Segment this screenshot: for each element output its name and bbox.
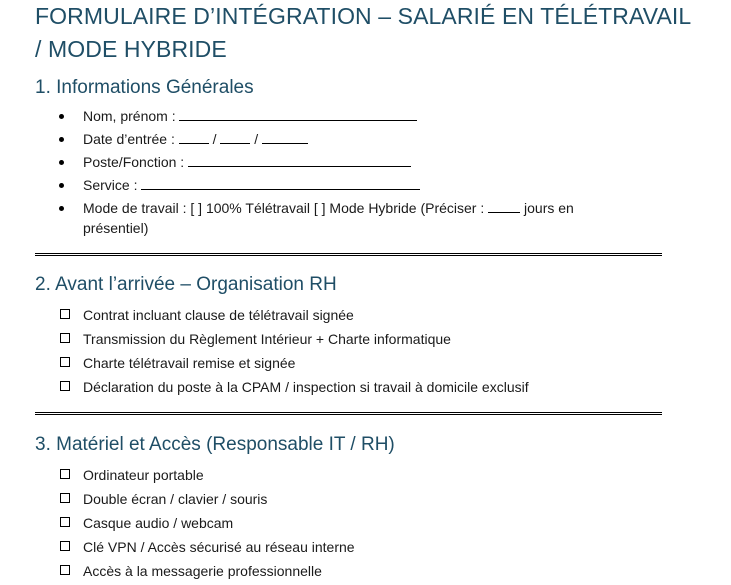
date-separator: /: [212, 131, 217, 147]
checkbox-icon[interactable]: [60, 541, 70, 551]
section-heading-general-info: 1. Informations Générales: [35, 77, 254, 98]
checklist-item-label: Clé VPN / Accès sécurisé au réseau interne: [83, 539, 355, 555]
checkbox-icon[interactable]: [60, 381, 70, 391]
bullet-icon: [59, 206, 64, 211]
bullet-icon: [59, 137, 64, 142]
checklist-item-label: Transmission du Règlement Intérieur + Charte informatique: [83, 331, 451, 347]
checklist-item-label: Accès à la messagerie professionnelle: [83, 563, 322, 579]
bullet-icon: [59, 114, 64, 119]
bullet-icon: [59, 183, 64, 188]
section-heading-hr-organization: 2. Avant l’arrivée – Organisation RH: [35, 274, 337, 295]
checkbox-icon[interactable]: [60, 309, 70, 319]
checklist-item-label: Contrat incluant clause de télétravail signée: [83, 307, 354, 323]
section-divider: [35, 253, 662, 256]
name-field[interactable]: [179, 106, 417, 121]
checkbox-icon[interactable]: [60, 517, 70, 527]
work-mode-suffix: jours en présentiel): [83, 200, 574, 236]
checkbox-icon[interactable]: [60, 493, 70, 503]
section-heading-equipment-access: 3. Matériel et Accès (Responsable IT / RH): [35, 434, 395, 455]
field-label-name: Nom, prénom :: [83, 108, 176, 124]
date-separator: /: [254, 131, 259, 147]
document-title: FORMULAIRE D’INTÉGRATION – SALARIÉ EN TÉLÉTRAVAIL / MODE HYBRIDE: [35, 3, 691, 62]
onsite-days-field[interactable]: [488, 198, 520, 213]
checkbox-icon[interactable]: [60, 469, 70, 479]
field-label-position: Poste/Fonction :: [83, 154, 185, 170]
position-field[interactable]: [188, 152, 411, 167]
field-label-start-date: Date d’entrée :: [83, 131, 175, 147]
checklist-item-label: Déclaration du poste à la CPAM / inspection si travail à domicile exclusif: [83, 379, 529, 395]
checkbox-icon[interactable]: [60, 357, 70, 367]
service-field[interactable]: [141, 175, 420, 190]
field-label-service: Service :: [83, 177, 138, 193]
start-date-day-field[interactable]: [179, 129, 209, 144]
checkbox-icon[interactable]: [60, 565, 70, 575]
checklist-item-label: Charte télétravail remise et signée: [83, 355, 296, 371]
work-mode-label: Mode de travail : [ ] 100% Télétravail [ ] Mode Hybride (Préciser :: [83, 200, 485, 216]
checkbox-icon[interactable]: [60, 333, 70, 343]
checklist-item-label: Double écran / clavier / souris: [83, 491, 268, 507]
bullet-icon: [59, 160, 64, 165]
checklist-item-label: Casque audio / webcam: [83, 515, 234, 531]
section-divider: [35, 412, 662, 415]
start-date-year-field[interactable]: [262, 129, 308, 144]
start-date-month-field[interactable]: [220, 129, 250, 144]
checklist-item-label: Ordinateur portable: [83, 467, 204, 483]
